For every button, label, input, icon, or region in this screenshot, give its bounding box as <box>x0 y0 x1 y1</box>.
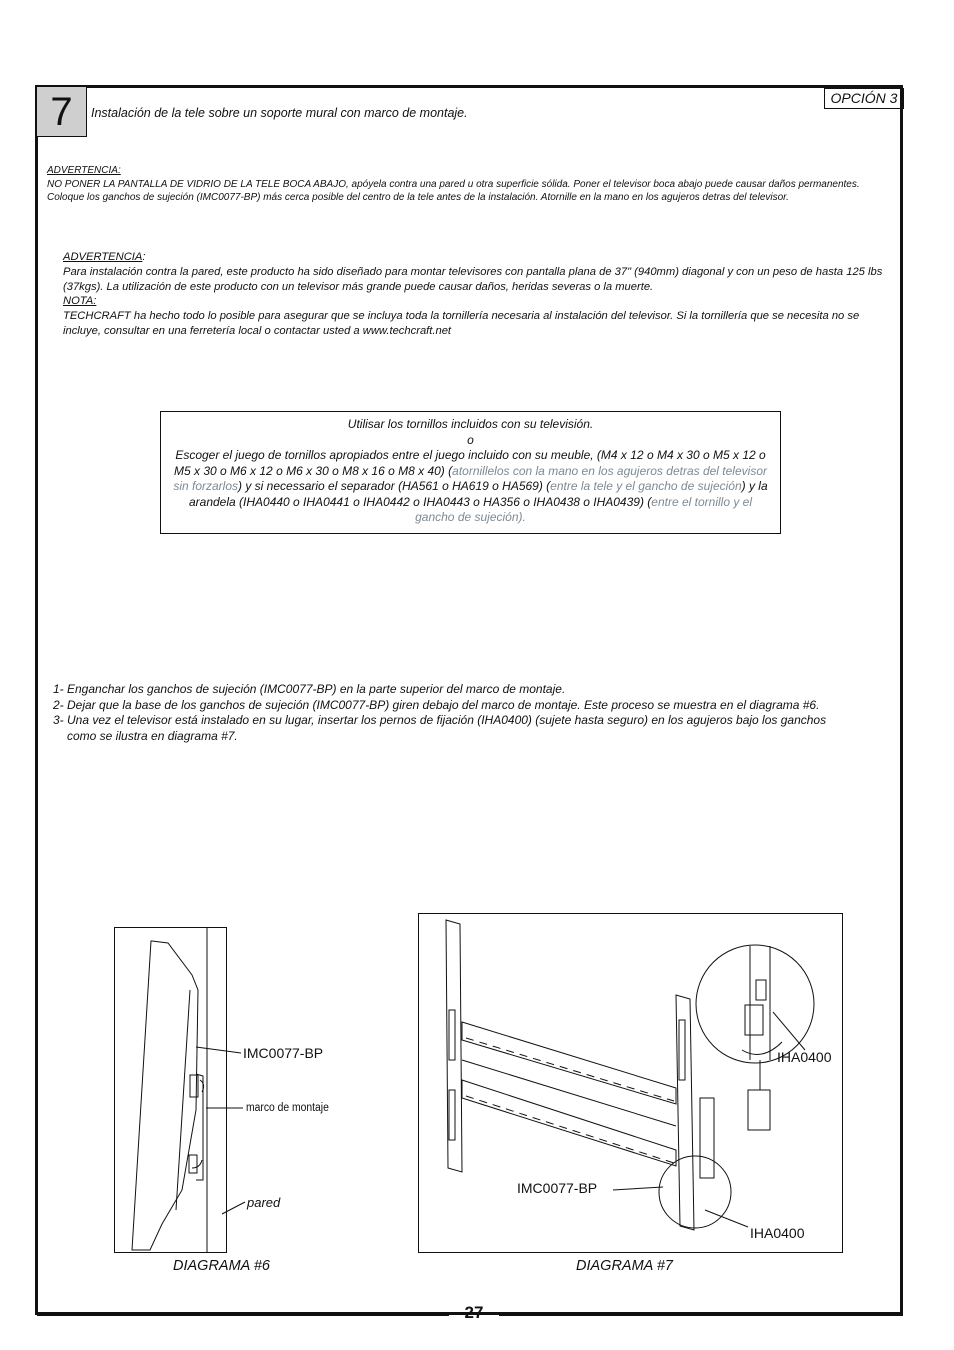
note-text: TECHCRAFT ha hecho todo lo posible para asegurar que se incluya toda la tornillería necesaria al instalación del televisor. Si la tornillería que se necesita no se incluye, consultar en una ferretería local o contactar usted a www.techcraft.net <box>63 310 860 337</box>
step-number: 7 <box>37 87 87 137</box>
label-hook-d6: IMC0077-BP <box>243 1045 324 1061</box>
zoom-top-bolt-head <box>745 1005 763 1035</box>
caption-diagram-6: DIAGRAMA #6 <box>173 1258 270 1274</box>
label-hook-d7: IMC0077-BP <box>517 1180 598 1196</box>
step-title: Instalación de la tele sobre un soporte mural con marco de montaje. <box>91 106 468 120</box>
left-tv-bracket <box>446 920 462 1172</box>
note-heading: NOTA: <box>63 295 97 308</box>
warning-text: NO PONER LA PANTALLA DE VIDRIO DE LA TELE BOCA ABAJO, apóyela contra una pared u otra superficie sólida. Poner el televisor boca abajo puede causar daños permanentes. Coloque los ganchos de sujeción (IMC0077-BP) más cerca posible del centro de la tele antes de la instalación. Atornille en la mano en los agujeros detras del televisor. <box>47 178 860 203</box>
label-bolt-top-d7: IHA0400 <box>777 1049 832 1065</box>
label-bolt-bottom-d7: IHA0400 <box>750 1225 805 1241</box>
leader-bolt-top <box>773 1012 805 1050</box>
warning-heading-colon: : <box>142 251 146 263</box>
rail-bottom-holes <box>466 1096 674 1163</box>
warning-heading-text: ADVERTENCIA <box>63 251 143 263</box>
option-label: OPCIÓN 3 <box>824 88 904 109</box>
caption-diagram-7: DIAGRAMA #7 <box>576 1258 673 1274</box>
footer-rule-left <box>37 1313 449 1316</box>
leader-hook-d7 <box>613 1187 663 1190</box>
screw-paragraph: Escoger el juego de tornillos apropiados entre el juego incluido con su meuble, (M4 x 12 o M4 x 30 o M5 x 12 o M5 x 30 o M6 x 12 o M6 x 30 o M8 x 16 o M8 x 40) (atornillelos con la mano en los agujeros detras del televisor sin forzarlos) y si necessario el separador (HA561 o HA619 o HA569) (entre la tele y el gancho de sujeción) y la arandela (IHA0440 o IHA0441 o IHA0442 o IHA0443 o HA356 o IHA0438 o IHA0439) (entre el tornillo y el gancho de sujeción). <box>173 448 768 524</box>
label-wall-d6: pared <box>247 1195 281 1210</box>
instruction-step-3: 3- Una vez el televisor está instalado en su lugar, insertar los pernos de fijación (IHA0400) (sujete hasta seguro) en los agujeros bajo los ganchos <box>53 713 827 727</box>
zoom-circle-top <box>696 945 814 1063</box>
label-frame-d6: marco de montaje <box>246 1102 329 1114</box>
zoom-top-bolt-thread <box>756 980 766 1000</box>
rail-link <box>462 1060 676 1126</box>
left-slot-2 <box>449 1090 455 1140</box>
warning-heading: ADVERTENCIA: <box>47 165 121 176</box>
zoom-top-arrow <box>742 1042 782 1055</box>
footer-rule-right <box>499 1313 903 1316</box>
hook-d7 <box>700 1098 714 1178</box>
left-slot-1 <box>449 1010 455 1060</box>
instruction-step-1: 1- Enganchar los ganchos de sujeción (IMC0077-BP) en la parte superior del marco de montaje. <box>53 682 566 696</box>
page-number: 27 <box>464 1303 484 1322</box>
instruction-step-2: 2- Dejar que la base de los ganchos de sujeción (IMC0077-BP) giren debajo del marco de montaje. Este proceso se muestra en el diagrama #6. <box>53 697 820 712</box>
warning-text-2: Para instalación contra la pared, este producto ha sido diseñado para montar televisores con pantalla plana de 37" (940mm) diagonal y con un peso de hasta 125 lbs (37kgs). La utilización de este producto con un televisor más grande puede causar daños, heridas severas o la muerte. <box>63 265 883 293</box>
screw-or: o <box>467 432 474 447</box>
screw-line-1: Utilisar los tornillos incluidos con su televisión. <box>347 417 594 431</box>
zoom-circle-bottom <box>659 1156 731 1228</box>
right-slot <box>679 1020 685 1080</box>
bolt-body <box>748 1090 770 1130</box>
instruction-step-3-cont: como se ilustra en diagrama #7. <box>67 728 238 743</box>
